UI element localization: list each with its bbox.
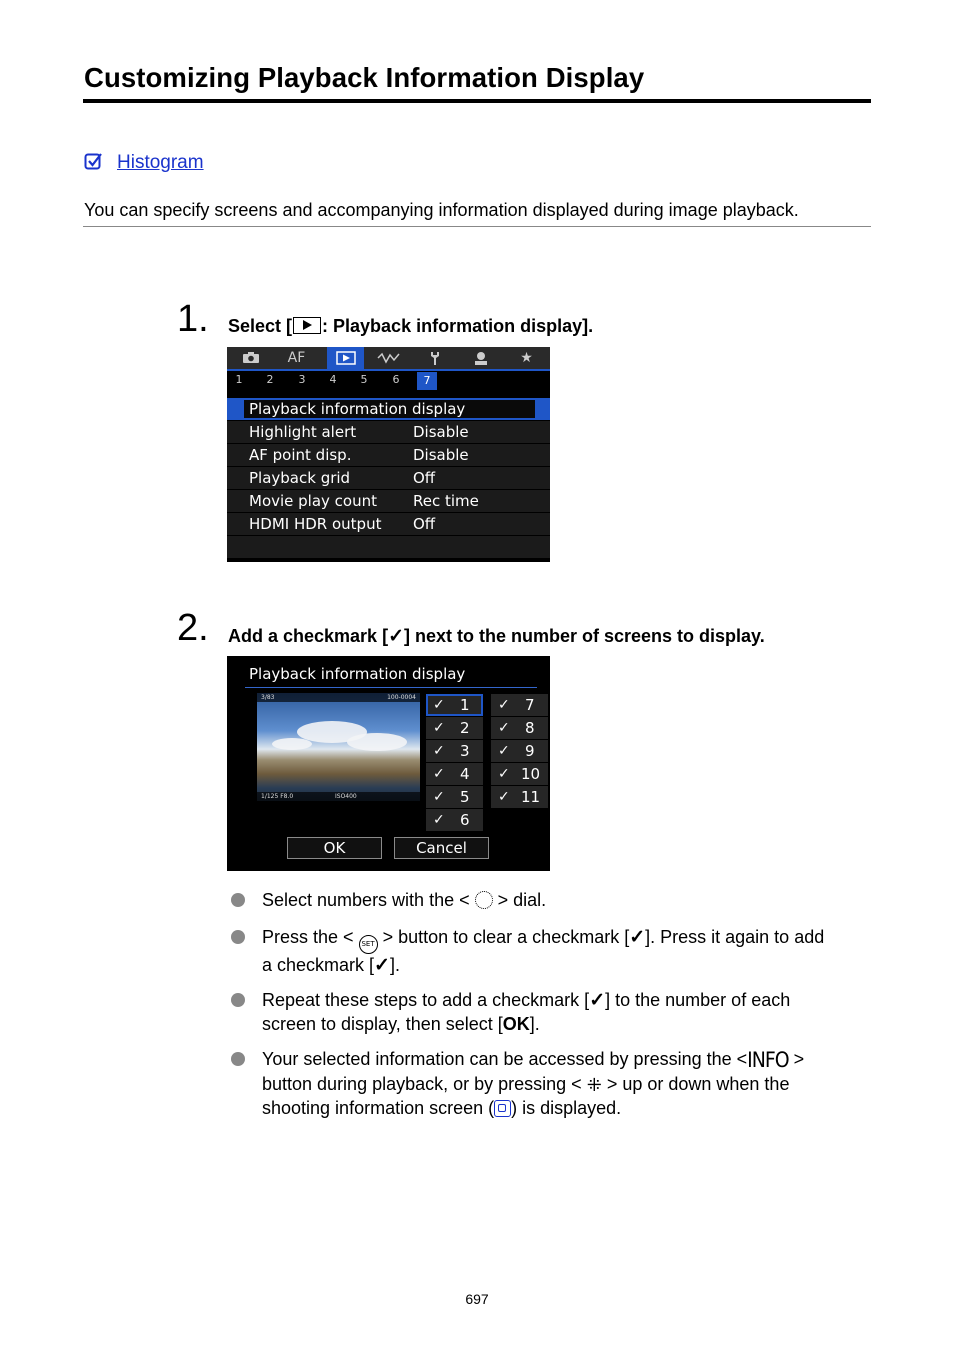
- bullet-3: [262, 989, 874, 1036]
- checkmark-icon: ✓: [498, 743, 510, 759]
- wireless-icon[interactable]: [373, 347, 404, 369]
- bullet-3-ok: OK: [502, 1013, 530, 1034]
- set-button-icon: SET: [359, 935, 378, 954]
- checkmark-icon: ✓: [498, 789, 510, 805]
- menu-tab-bar: [227, 347, 550, 369]
- screen-option-2[interactable]: [426, 717, 483, 739]
- screen-title-rule: [245, 687, 537, 688]
- screen-option-10[interactable]: [491, 763, 548, 785]
- page-number: 697: [465, 1291, 489, 1307]
- step-2-text: [228, 625, 765, 648]
- histogram-link[interactable]: Histogram: [117, 152, 204, 173]
- menu-row-value: Off: [413, 515, 436, 533]
- screen-option-9[interactable]: [491, 740, 548, 762]
- screen-option-11[interactable]: [491, 786, 548, 808]
- option-number: 7: [525, 696, 535, 714]
- playback-icon[interactable]: [327, 347, 364, 369]
- file-number: 100-0004: [387, 694, 416, 701]
- bullet-3-c: screen to display, then select [: [262, 1013, 503, 1034]
- bullet-3-d: ].: [529, 1013, 540, 1034]
- tab-af[interactable]: AF: [287, 350, 306, 366]
- menu-row-label: Highlight alert: [249, 423, 357, 441]
- camera-icon[interactable]: [235, 347, 266, 369]
- menu-row-value: Off: [413, 469, 436, 487]
- checkmark-icon: ✓: [498, 697, 510, 713]
- page-number-5[interactable]: 5: [360, 373, 368, 386]
- ok-button[interactable]: OK: [287, 837, 382, 859]
- option-number: 1: [460, 696, 470, 714]
- option-number: 2: [460, 719, 470, 737]
- screen-option-3[interactable]: [426, 740, 483, 762]
- playback-tab-icon: [293, 317, 321, 334]
- page-number-2[interactable]: 2: [266, 373, 274, 386]
- option-number: 11: [521, 788, 541, 806]
- checkmark-icon: ✓: [433, 766, 445, 782]
- preview-bottom-strip: [257, 792, 420, 801]
- star-icon[interactable]: ★: [520, 350, 533, 366]
- bullet-dot: [231, 930, 245, 944]
- screen-title: Playback information display: [249, 665, 466, 683]
- bullet-1-post: > dial.: [497, 890, 547, 910]
- screen-option-6[interactable]: [426, 809, 483, 831]
- option-number: 4: [460, 765, 470, 783]
- quick-control-link-icon[interactable]: [494, 1100, 511, 1117]
- checkmark-icon: ✓: [433, 697, 445, 713]
- checkmark-icon: ✓: [374, 955, 390, 976]
- menu-row-highlight-alert[interactable]: [227, 421, 550, 444]
- bullet-2: [262, 926, 874, 978]
- screen-option-8[interactable]: [491, 717, 548, 739]
- option-number: 6: [460, 811, 470, 829]
- bullet-4-a: Your selected information can be accessed by pressing the <: [262, 1049, 748, 1069]
- option-number: 5: [460, 788, 470, 806]
- intro-text: You can specify screens and accompanying information displayed during image playback.: [84, 200, 799, 220]
- bullet-2-a: Press the <: [262, 927, 354, 947]
- menu-row-value: Rec time: [413, 492, 479, 510]
- menu-row-playback-info[interactable]: [227, 398, 550, 421]
- bullet-4: [262, 1048, 874, 1121]
- exposure-info: 1/125 F8.0: [261, 793, 294, 800]
- checkmark-icon: ✓: [433, 743, 445, 759]
- title-rule: [83, 99, 871, 103]
- step-2-number: 2.: [177, 607, 209, 649]
- bullet-2-e: ].: [389, 955, 400, 975]
- bullet-1-pre: Select numbers with the <: [262, 890, 470, 910]
- cancel-button[interactable]: Cancel: [394, 837, 489, 859]
- info-button-label: INFO: [747, 1048, 789, 1072]
- related-link-row: [84, 152, 204, 174]
- dial-icon: [475, 891, 493, 909]
- preview-top-strip: [257, 693, 420, 702]
- checkmark-icon: ✓: [498, 766, 510, 782]
- menu-row-movie-play-count[interactable]: [227, 490, 550, 513]
- option-number: 10: [521, 765, 541, 783]
- menu-row-label: Playback information display: [244, 400, 535, 418]
- bullet-3-b: ] to the number of each: [605, 990, 791, 1010]
- checkmark-icon: ✓: [589, 990, 606, 1011]
- frame-count: 3/83: [261, 694, 275, 701]
- custom-function-icon[interactable]: [465, 347, 496, 369]
- menu-row-label: Playback grid: [249, 469, 351, 487]
- menu-row-value: Disable: [413, 423, 469, 441]
- menu-page-numbers: [227, 369, 550, 393]
- wrench-icon[interactable]: [419, 347, 450, 369]
- step-1-pre: Select [: [228, 316, 293, 336]
- multi-controller-icon: ⁜: [586, 1074, 602, 1095]
- bullet-2-d: a checkmark [: [262, 955, 375, 975]
- checkmark-icon: ✓: [498, 720, 510, 736]
- checkbox-icon: [84, 152, 103, 171]
- page-number-6[interactable]: 6: [392, 373, 400, 386]
- page-number-7[interactable]: 7: [417, 372, 437, 390]
- menu-row-hdmi-hdr[interactable]: [227, 513, 550, 536]
- page-title: Customizing Playback Information Display: [84, 62, 645, 93]
- menu-row-label: AF point disp.: [249, 446, 352, 464]
- checkmark-icon: ✓: [388, 626, 404, 647]
- page-number-3[interactable]: 3: [298, 373, 306, 386]
- bullet-1: [262, 889, 874, 913]
- step-2-post: ] next to the number of screens to display.: [404, 626, 765, 646]
- checkmark-icon: ✓: [433, 789, 445, 805]
- bullet-dot: [231, 893, 245, 907]
- step-1-text: [228, 316, 593, 337]
- bullet-4-f: ) is displayed.: [511, 1098, 622, 1118]
- bullet-3-a: Repeat these steps to add a checkmark [: [262, 990, 590, 1010]
- bullet-4-c: button during playback, or by pressing <: [262, 1073, 582, 1094]
- screen-option-7[interactable]: [491, 694, 548, 716]
- bullet-2-c: ]. Press it again to add: [645, 927, 825, 947]
- step-1-number: 1.: [177, 298, 209, 340]
- preview-image: [257, 693, 420, 801]
- intro-rule: [83, 226, 871, 227]
- bullet-dot: [231, 993, 245, 1007]
- bullet-4-d: > up or down when the: [606, 1073, 790, 1094]
- option-number: 8: [525, 719, 535, 737]
- screen-option-5[interactable]: [426, 786, 483, 808]
- bullet-2-b: > button to clear a checkmark [: [382, 927, 630, 947]
- screen-option-1[interactable]: [426, 694, 483, 716]
- screen-option-4[interactable]: [426, 763, 483, 785]
- bullet-4-e: shooting information screen (: [262, 1098, 495, 1118]
- option-number: 9: [525, 742, 535, 760]
- camera-menu-screen: [227, 347, 550, 562]
- playback-info-screen: [227, 656, 550, 871]
- menu-row-empty: [227, 536, 550, 559]
- bullet-dot: [231, 1052, 245, 1066]
- iso-info: ISO400: [335, 793, 357, 800]
- page-number-1[interactable]: 1: [235, 373, 243, 386]
- menu-row-value: Disable: [413, 446, 469, 464]
- checkmark-icon: ✓: [433, 812, 445, 828]
- step-1-post: : Playback information display].: [322, 316, 594, 336]
- menu-row-playback-grid[interactable]: [227, 467, 550, 490]
- menu-row-af-point[interactable]: [227, 444, 550, 467]
- menu-row-label: Movie play count: [249, 492, 378, 510]
- bullet-4-b: >: [793, 1049, 805, 1069]
- checkmark-icon: ✓: [433, 720, 445, 736]
- option-number: 3: [460, 742, 470, 760]
- step-2-pre: Add a checkmark [: [228, 626, 389, 646]
- checkmark-icon: ✓: [629, 927, 646, 948]
- menu-row-label: HDMI HDR output: [249, 515, 382, 533]
- page-number-4[interactable]: 4: [329, 373, 337, 386]
